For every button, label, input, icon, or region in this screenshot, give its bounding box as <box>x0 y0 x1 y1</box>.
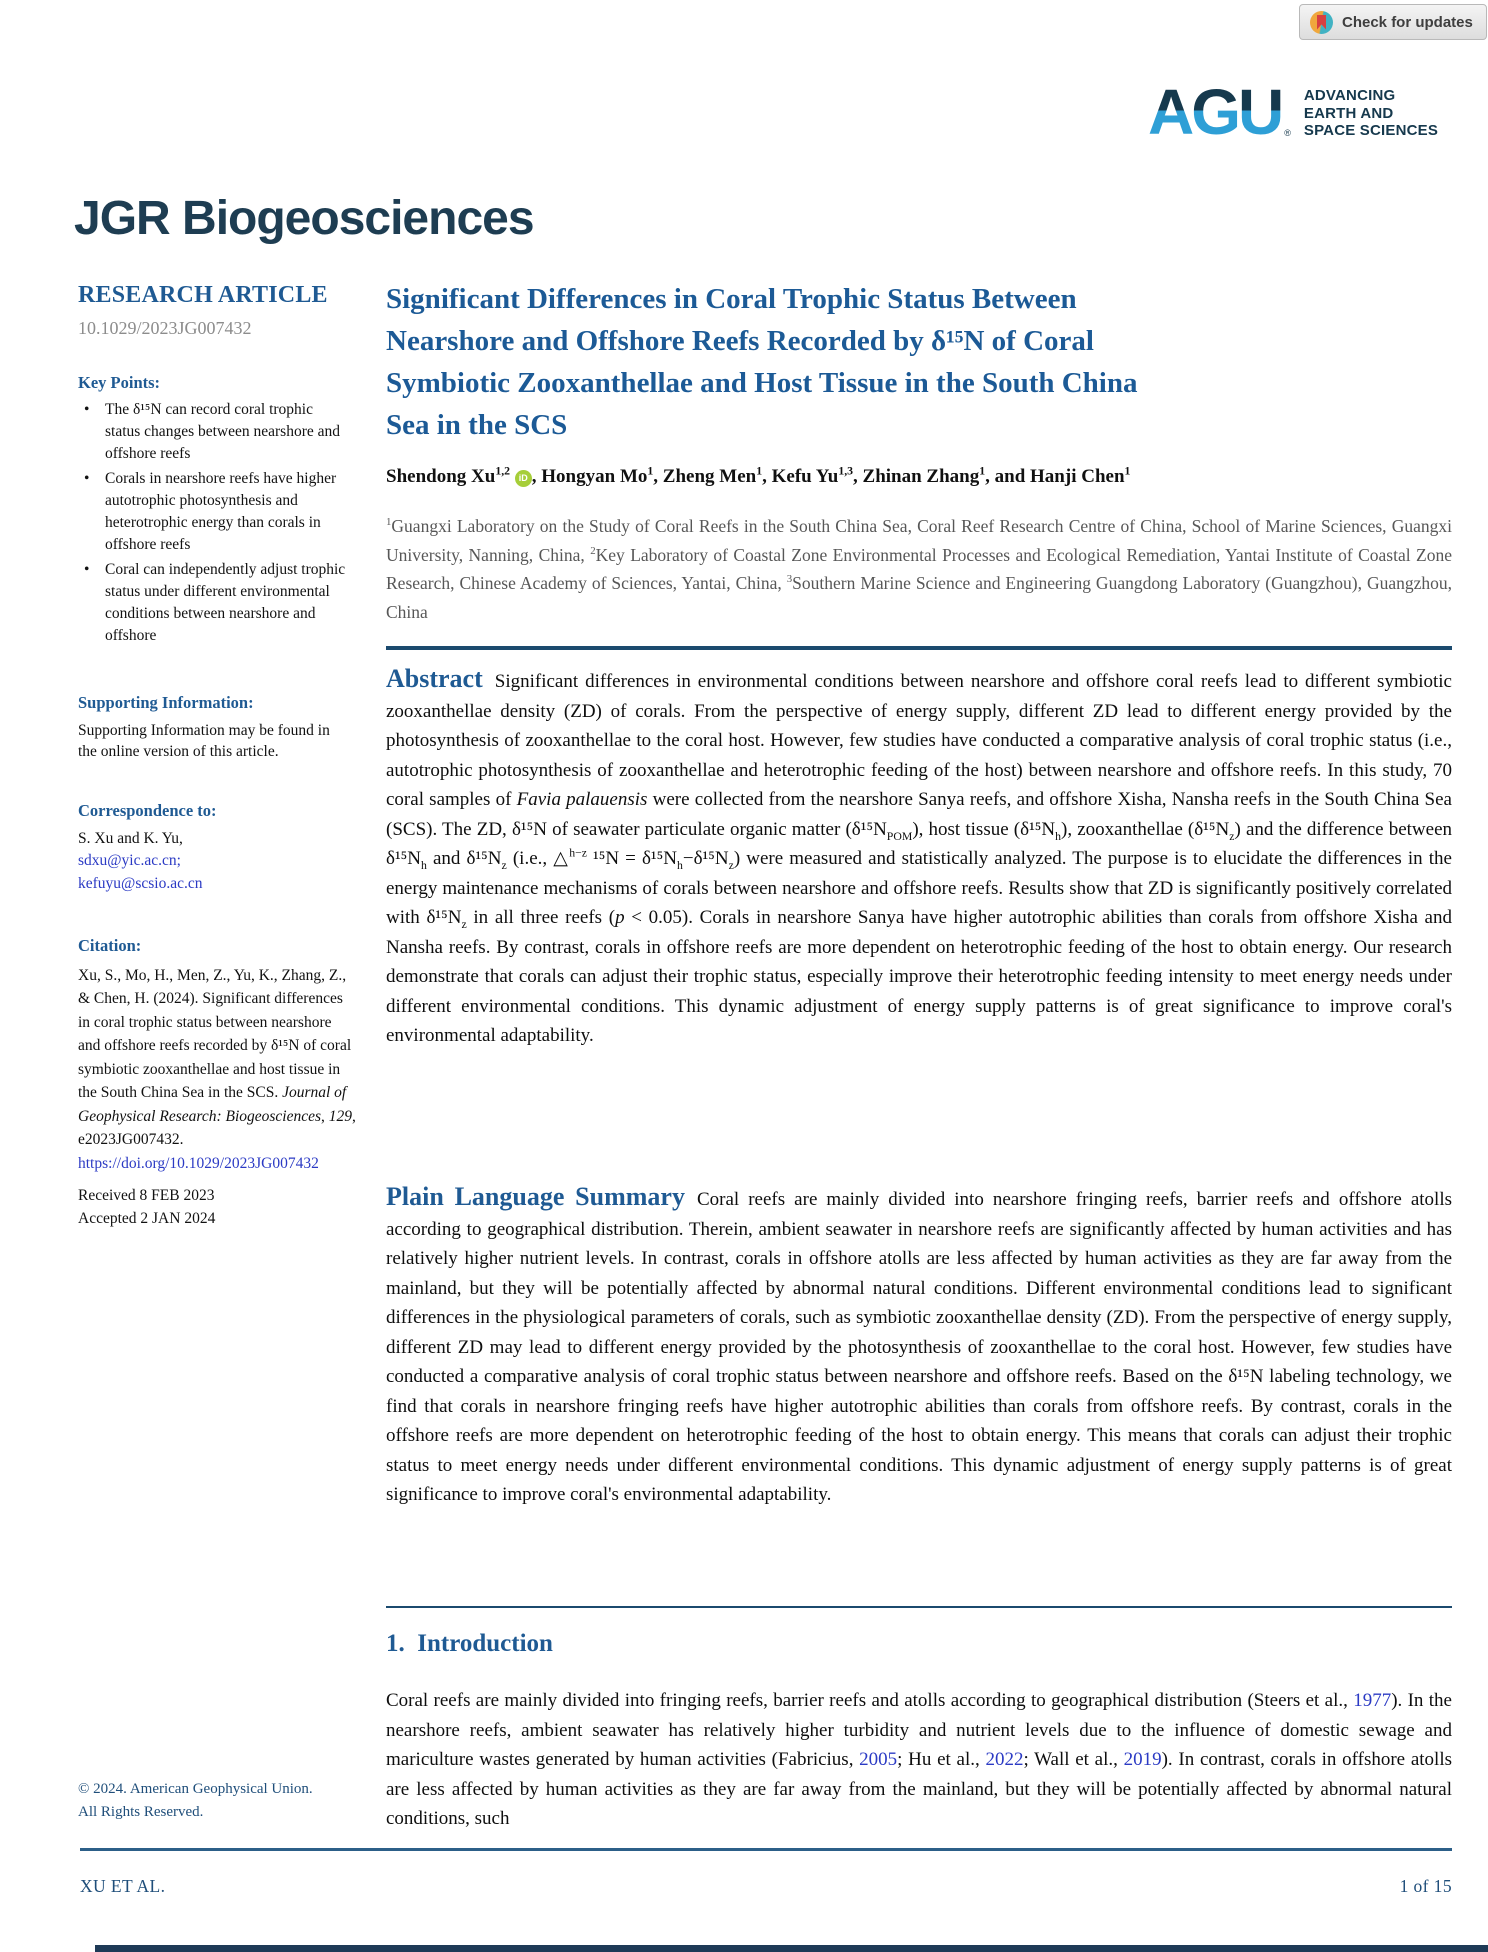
crossmark-icon <box>1310 11 1333 34</box>
key-points-section <box>78 373 350 650</box>
citation-text: Xu, S., Mo, H., Men, Z., Yu, K., Zhang, Z., & Chen, H. (2024). Significant differences in coral trophic status between nearshore and offshore reefs recorded by δ¹⁵N of coral symbiotic zooxanthellae and host tissue in the South China Sea in the SCS. Journal of Geophysical Research: Biogeosciences, 129, e2023JG007432. https://doi.org/10.1029/2023JG007432 <box>78 966 356 1172</box>
citation-heading: Citation: <box>78 936 142 955</box>
citation-section <box>78 934 356 1175</box>
abstract-section <box>386 664 1452 1051</box>
introduction-divider-rule <box>386 1606 1452 1608</box>
correspondence-names: S. Xu and K. Yu, <box>78 829 183 847</box>
affiliations: $^1$Guangxi Laboratory on the Study of Coral Reefs in the South China Sea, Coral Reef Research Centre of China, School of Marine Sciences, Guangxi University, Nanning, China, $^2$Key Laboratory of Coastal Zone Environmental Processes and Ecological Remediation, Yantai Institute of Coastal Zone Research, Chinese Academy of Sciences, Yantai, China, $^3$Southern Marine Science and Engineering Guangdong Laboratory (Guangzhou), Guangzhou, China <box>386 516 1452 622</box>
journal-abbr: JGR <box>74 192 170 245</box>
citation-link[interactable]: 2022 <box>985 1749 1024 1770</box>
abstract-text: Significant differences in environmental conditions between nearshore and offshore coral reefs lead to different symbiotic zooxanthellae density (ZD) of corals. From the perspective of energy supply, different ZD lead to different energy provided by the photosynthesis of zooxanthellae to the coral host. However, few studies have conducted a comparative analysis of coral trophic status (i.e., autotrophic photosynthesis of zooxanthellae and heterotrophic feeding of the host) between nearshore and offshore reefs. In this study, 70 coral samples of Favia palauensis were collected from the nearshore Sanya reefs, and offshore Xisha, Nansha reefs in the South China Sea (SCS). The ZD, δ¹⁵N of seawater particulate organic matter $(\delta^{15}N_{POM})$, host tissue $(\delta^{15}N_h)$, zooxanthellae $(\delta^{15}N_z)$ and the difference between $\delta^{15}N_h$ and $\delta^{15}N_z$ (i.e., △$^{h-z}$ $^{15}N = \delta^{15}N_h-\delta^{15}N_z$) were measured and statistically analyzed. The purpose is to elucidate the differences in the energy maintenance mechanisms of corals between nearshore and offshore reefs. Results show that ZD is significantly positively correlated with $\delta^{15}N_z$ in all three reefs (p < 0.05). Corals in nearshore Sanya have higher autotrophic abilities than corals from offshore Xisha and Nansha reefs. By contrast, corals in offshore reefs are more dependent on heterotrophic feeding of the host to obtain energy. Our research demonstrate that corals can adjust their trophic status, especially improve their heterotrophic feeding intensity to meet energy needs under different environmental conditions. This dynamic adjustment of energy supply patterns is of great significance to improve coral's environmental adaptability. <box>386 671 1453 1046</box>
copyright-line: © 2024. American Geophysical Union. <box>78 1781 313 1797</box>
copyright-line: All Rights Reserved. <box>78 1803 204 1820</box>
key-point-item: • Coral can independently adjust trophic status under different environmental conditions between nearshore and offshore <box>78 559 350 647</box>
key-point-item: • The δ¹⁵N can record coral trophic status changes between nearshore and offshore reefs <box>78 399 350 465</box>
check-for-updates-button[interactable] <box>1299 4 1487 40</box>
citation-link[interactable]: 2019 <box>1123 1749 1162 1770</box>
supporting-information-text: Supporting Information may be found in the online version of this article. <box>78 721 330 760</box>
article-title-line: Symbiotic Zooxanthellae and Host Tissue in the South China <box>386 367 1138 399</box>
section-divider-rule <box>386 646 1452 650</box>
article-title-line: Sea in the SCS <box>386 409 568 441</box>
article-title <box>386 278 1452 446</box>
plain-language-summary-heading: Plain Language Summary <box>386 1182 685 1211</box>
journal-name: Biogeosciences <box>169 192 534 245</box>
bottom-edge-bar <box>95 1945 1488 1952</box>
agu-tagline-line: SPACE SCIENCES <box>1303 122 1439 139</box>
footer-rule <box>80 1848 1452 1851</box>
article-doi: 10.1029/2023JG007432 <box>78 318 252 338</box>
correspondence-emails <box>78 849 350 895</box>
correspondence-heading: Correspondence to: <box>78 801 217 820</box>
orcid-icon[interactable]: iD <box>515 470 532 487</box>
key-points-heading: Key Points: <box>78 373 161 392</box>
key-point-item: • Corals in nearshore reefs have higher autotrophic photosynthesis and heterotrophic energy than corals in offshore reefs <box>78 468 350 556</box>
agu-tagline <box>1304 84 1438 140</box>
citation-link[interactable]: 2005 <box>859 1749 898 1770</box>
check-for-updates-label: Check for updates <box>1342 13 1473 31</box>
citation-link[interactable]: https://doi.org/10.1029/2023JG007432 <box>78 1154 319 1172</box>
article-title-line: Nearshore and Offshore Reefs Recorded by δ¹⁵N of Coral <box>386 325 1094 357</box>
accepted-date: Accepted 2 JAN 2024 <box>78 1210 216 1227</box>
agu-logo-letters: AGU <box>1148 76 1282 148</box>
supporting-information-heading: Supporting Information: <box>78 693 254 712</box>
agu-logo <box>1148 76 1439 148</box>
running-head-authors: XU ET AL. <box>80 1876 166 1896</box>
author-list: Shendong Xu$^{1,2}$ iD , Hongyan Mo$^1$, Zheng Men$^1$, Kefu Yu$^{1,3}$, Zhinan Zhang$^1$, and Hanji Chen$^1$ <box>386 464 1131 487</box>
article-type-label: RESEARCH ARTICLE <box>78 282 328 308</box>
agu-tagline-line: EARTH AND <box>1303 104 1394 122</box>
received-date: Received 8 FEB 2023 <box>78 1187 215 1204</box>
plain-language-summary-section <box>386 1182 1452 1510</box>
article-title-line: Significant Differences in Coral Trophic Status Between <box>386 283 1077 315</box>
agu-tagline-line: ADVANCING <box>1303 87 1396 104</box>
supporting-information-section <box>78 692 350 763</box>
email-link[interactable]: sdxu@yic.ac.cn; <box>78 852 181 869</box>
email-link[interactable]: kefuyu@scsio.ac.cn <box>78 875 203 892</box>
key-points-list <box>78 399 350 647</box>
article-history <box>78 1184 350 1230</box>
citation-link[interactable]: 1977 <box>1353 1690 1392 1711</box>
abstract-heading: Abstract <box>386 664 483 693</box>
copyright-notice <box>78 1778 350 1823</box>
correspondence-section <box>78 800 350 895</box>
journal-masthead <box>74 191 534 247</box>
introduction-heading: 1. Introduction <box>386 1630 553 1657</box>
page-number: 1 of 15 <box>1399 1876 1452 1896</box>
plain-language-summary-text: Coral reefs are mainly divided into nearshore fringing reefs, barrier reefs and offshore atolls according to geographical distribution. Therein, ambient seawater in nearshore reefs are significantly affected by human activities and has relatively higher nutrient levels. In contrast, corals in offshore atolls are less affected by human activities as they are far away from the mainland, but they will be potentially affected by abnormal natural conditions. Different environmental conditions lead to significant differences in the physiological parameters of corals, such as symbiotic zooxanthellae density (ZD). From the perspective of energy supply, different ZD may lead to different energy provided by the photosynthesis of zooxanthellae to the coral host. However, few studies have conducted a comparative analysis of coral trophic status between nearshore and offshore reefs. Based on the δ¹⁵N labeling technology, we find that corals in nearshore fringing reefs have higher autotrophic abilities than corals from offshore reefs. By contrast, corals in the offshore reefs are more dependent on heterotrophic feeding of the host to obtain energy. This means that corals can adjust their trophic status to meet energy needs under different environmental conditions. This dynamic adjustment of energy supply patterns is of great significance to improve coral's environmental adaptability. <box>386 1189 1453 1505</box>
registered-mark: ® <box>1284 128 1291 138</box>
page-footer <box>80 1876 1452 1897</box>
introduction-text: Coral reefs are mainly divided into fringing reefs, barrier reefs and atolls according to geographical distribution (Steers et al., 1977). In the nearshore reefs, ambient seawater has relatively higher turbidity and nutrient levels due to the influence of domestic sewage and mariculture wastes generated by human activities (Fabricius, 2005; Hu et al., 2022; Wall et al., 2019). In contrast, corals in offshore atolls are less affected by human activities as they are far away from the mainland, but they will be potentially affected by abnormal natural conditions, such <box>386 1690 1452 1829</box>
